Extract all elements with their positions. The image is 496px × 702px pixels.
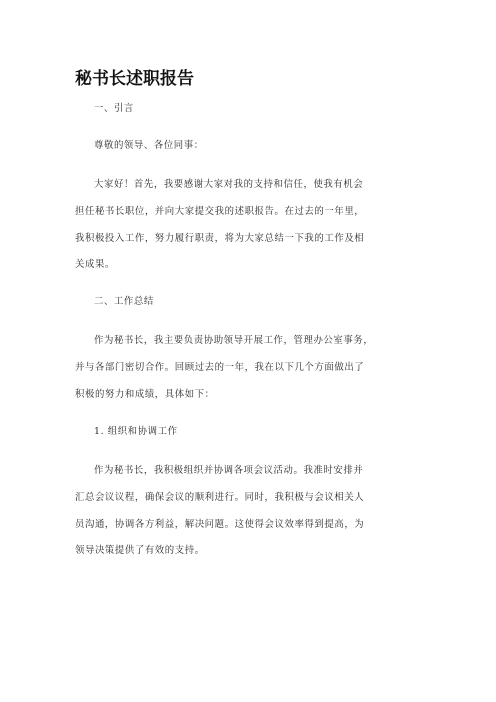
- paragraph-line: 汇总会议议程，确保会议的顺利进行。同时，我积极与会议相关人: [75, 492, 365, 503]
- paragraph-line: 积极的努力和成绩，具体如下：: [75, 389, 215, 400]
- paragraph-line: 作为秘书长，我积极组织并协调各项会议活动。我准时安排并: [94, 465, 364, 476]
- paragraph-line: 员沟通，协调各方利益，解决问题。这使得会议效率得到提高，为: [75, 519, 365, 530]
- paragraph-line: 我积极投入工作，努力履行职责，将为大家总结一下我的工作及相: [75, 233, 365, 244]
- document-title: 秘书长述职报告: [75, 69, 194, 89]
- paragraph-line: 大家好！首先，我要感谢大家对我的支持和信任，使我有机会: [94, 179, 364, 190]
- paragraph-line: 并与各部门密切合作。回顾过去的一年，我在以下几个方面做出了: [75, 362, 365, 373]
- paragraph-line: 关成果。: [75, 259, 115, 270]
- section-heading-summary: 二、工作总结: [94, 296, 154, 307]
- salutation: 尊敬的领导、各位同事：: [94, 140, 204, 151]
- paragraph-line: 作为秘书长，我主要负责协助领导开展工作，管理办公室事务，: [94, 335, 374, 346]
- section-heading-intro: 一、引言: [94, 103, 134, 114]
- paragraph-line: 领导决策提供了有效的支持。: [75, 545, 205, 556]
- subsection-heading: 1. 组织和协调工作: [94, 426, 178, 437]
- paragraph-line: 担任秘书长职位，并向大家提交我的述职报告。在过去的一年里，: [75, 206, 365, 217]
